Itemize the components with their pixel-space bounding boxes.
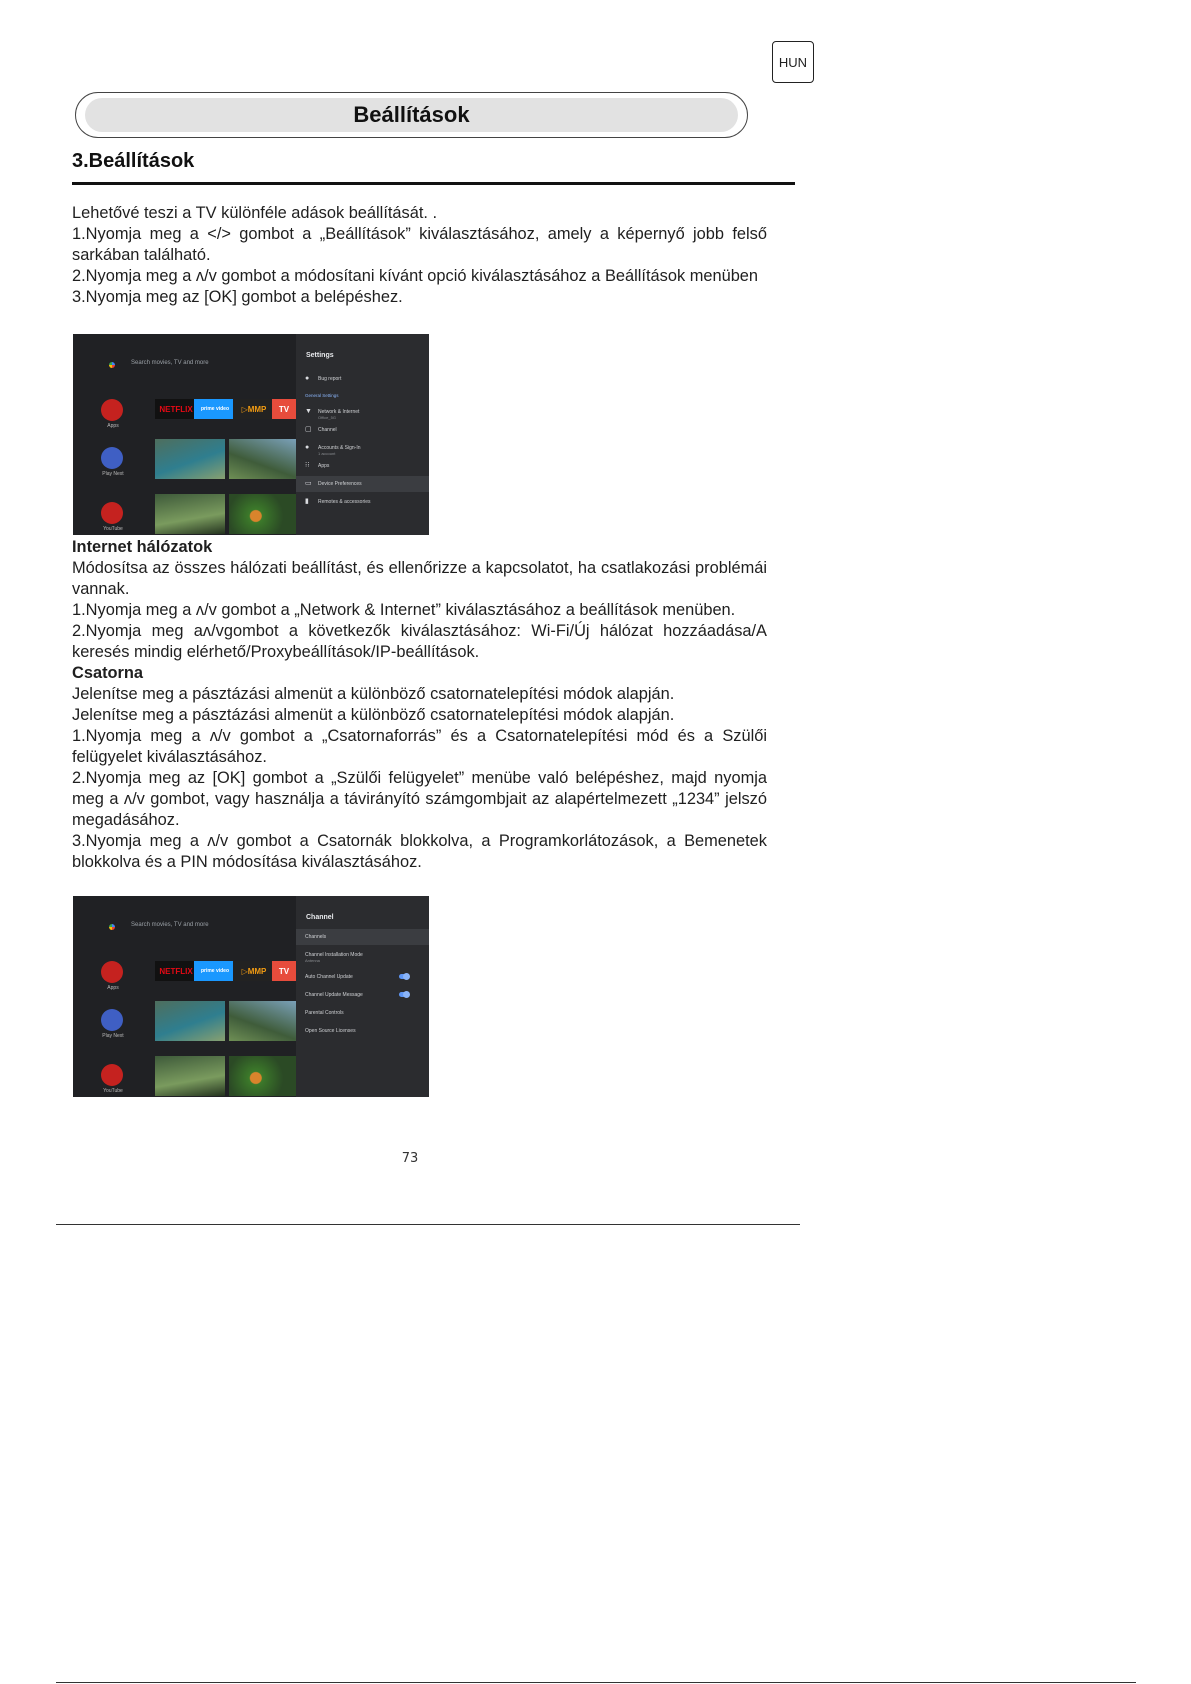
internet-paragraph: 1.Nyomja meg a ʌ/v gombot a „Network & Internet” kiválasztásához a beállítások menüben. xyxy=(72,601,736,619)
apps-label: Apps xyxy=(107,423,119,429)
internet-paragraph: Módosítsa az összes hálózati beállítást, és ellenőrizze a kapcsolatot, ha csatlakozási problémái vannak. xyxy=(72,559,767,598)
channel-item-label: Open Source Licenses xyxy=(305,1028,356,1034)
channel-paragraph: 2.Nyomja meg az [OK] gombot a „Szülői felügyelet” menübe való belépéshez, majd nyomja meg a ʌ/v gombot, vagy használja a távirányító számgombjait az alapértelmezett „1234” jelszó megadásához. xyxy=(72,769,767,829)
settings-item-label: Device Preferences xyxy=(318,481,362,487)
thumbnail-image xyxy=(229,439,296,479)
intro-line: 3.Nyomja meg az [OK] gombot a belépéshez. xyxy=(72,288,403,306)
intro-text xyxy=(72,203,767,308)
channel-item-auto-update[interactable] xyxy=(296,969,429,985)
channel-item-label: Auto Channel Update xyxy=(305,974,353,980)
channel-paragraph: 1.Nyomja meg a ʌ/v gombot a „Csatornaforrás” és a Csatornatelepítési mód és a Szülői felügyelet kiválasztásához. xyxy=(72,727,767,766)
channel-paragraph: Jelenítse meg a pásztázási almenüt a különböző csatornatelepítési módok alapján. xyxy=(72,685,675,703)
auto-update-toggle[interactable] xyxy=(399,974,409,979)
settings-item-remotes[interactable] xyxy=(296,494,429,510)
account-icon: ● xyxy=(305,444,310,451)
settings-item-sub: Office_5G xyxy=(318,415,336,420)
settings-category: General Settings xyxy=(305,393,339,398)
thumbnail-image xyxy=(155,439,225,479)
channel-item-label: Channel Installation Mode xyxy=(305,952,363,958)
thumbnail-image xyxy=(155,1001,225,1041)
channel-item-open-source[interactable] xyxy=(296,1023,429,1039)
settings-item-apps[interactable] xyxy=(296,458,429,474)
bottom-rule xyxy=(56,1682,1136,1683)
google-assistant-icon xyxy=(109,362,115,368)
settings-panel-title: Settings xyxy=(306,352,334,359)
tv-search-text: Search movies, TV and more xyxy=(131,360,209,366)
internet-paragraph: 2.Nyomja meg aʌ/vgombot a következők kiválasztásához: Wi-Fi/Új hálózat hozzáadása/A keresés mindig elérhető/Proxybeállítások/IP-beállítások. xyxy=(72,622,767,661)
channel-paragraph: Jelenítse meg a pásztázási almenüt a különböző csatornatelepítési módok alapján. xyxy=(72,706,675,724)
apps-icon xyxy=(101,961,123,983)
thumbnail-image xyxy=(229,494,296,534)
wifi-icon: ▼ xyxy=(305,408,312,415)
play-next-label: Play Next xyxy=(102,1033,124,1039)
update-message-toggle[interactable] xyxy=(399,992,409,997)
channel-item-parental-controls[interactable] xyxy=(296,1005,429,1021)
apps-grid-icon: ⁝⁝ xyxy=(305,462,310,469)
youtube-icon xyxy=(101,502,123,524)
thumbnail-image xyxy=(155,1056,225,1096)
tv-tile: TV xyxy=(272,399,296,419)
apps-label: Apps xyxy=(107,985,119,991)
settings-panel xyxy=(296,334,429,535)
channel-item-channels[interactable] xyxy=(296,929,429,945)
settings-item-label: Apps xyxy=(318,463,330,469)
settings-item-sub: 1 account xyxy=(318,451,336,456)
youtube-label: YouTube xyxy=(103,526,123,532)
play-next-icon xyxy=(101,1009,123,1031)
tv-search-text: Search movies, TV and more xyxy=(131,922,209,928)
channel-heading: Csatorna xyxy=(72,664,144,682)
channel-item-label: Channel Update Message xyxy=(305,992,363,998)
remote-icon: ▮ xyxy=(305,498,309,505)
youtube-label: YouTube xyxy=(103,1088,123,1094)
settings-item-channel[interactable] xyxy=(296,422,429,438)
channel-item-installation-mode[interactable] xyxy=(296,947,429,967)
channel-item-sub: Antenna xyxy=(305,958,320,963)
channel-panel xyxy=(296,896,429,1097)
tv-settings-screenshot xyxy=(73,334,429,535)
intro-line: 2.Nyomja meg a ʌ/v gombot a módosítani kívánt opció kiválasztásához a Beállítások menüben xyxy=(72,267,759,285)
google-assistant-icon xyxy=(109,924,115,930)
prime-video-tile: prime video xyxy=(194,961,236,981)
tv-channel-screenshot xyxy=(73,896,429,1097)
channel-panel-title: Channel xyxy=(306,914,334,921)
settings-item-network[interactable] xyxy=(296,404,429,420)
internet-heading: Internet hálózatok xyxy=(72,538,213,556)
footer-rule xyxy=(56,1224,800,1225)
internet-section xyxy=(72,537,767,873)
banner-title: Beállítások xyxy=(85,98,738,132)
tv-tile: TV xyxy=(272,961,296,981)
thumbnail-image xyxy=(229,1056,296,1096)
settings-item-bug-report[interactable] xyxy=(296,371,429,387)
settings-item-label: Channel xyxy=(318,427,337,433)
play-next-label: Play Next xyxy=(102,471,124,477)
settings-item-label: Network & Internet xyxy=(318,409,360,415)
intro-line: Lehetővé teszi a TV különféle adások beállítását. . xyxy=(72,204,438,222)
tv-icon: ▭ xyxy=(305,480,312,487)
heading-rule xyxy=(72,182,795,185)
channel-item-label: Parental Controls xyxy=(305,1010,344,1016)
channel-item-label: Channels xyxy=(305,934,327,940)
netflix-tile: NETFLIX xyxy=(155,961,197,981)
settings-item-label: Remotes & accessories xyxy=(318,499,371,505)
netflix-tile: NETFLIX xyxy=(155,399,197,419)
prime-video-tile: prime video xyxy=(194,399,236,419)
thumbnail-image xyxy=(155,494,225,534)
bug-icon: ● xyxy=(305,375,310,382)
section-heading: 3.Beállítások xyxy=(72,150,195,172)
mmp-tile: ▷MMP xyxy=(233,961,275,981)
settings-item-accounts[interactable] xyxy=(296,440,429,456)
thumbnail-image xyxy=(229,1001,296,1041)
mmp-tile: ▷MMP xyxy=(233,399,275,419)
channel-paragraph: 3.Nyomja meg a ʌ/v gombot a Csatornák blokkolva, a Programkorlátozások, a Bemenetek blokkolva és a PIN módosítása kiválasztásához. xyxy=(72,832,767,871)
play-next-icon xyxy=(101,447,123,469)
page-number: 73 xyxy=(401,1151,419,1166)
language-badge: HUN xyxy=(772,41,814,83)
channel-icon: ▢ xyxy=(305,426,312,433)
channel-item-update-message[interactable] xyxy=(296,987,429,1003)
settings-item-device-preferences[interactable] xyxy=(296,476,429,492)
apps-icon xyxy=(101,399,123,421)
settings-item-label: Bug report xyxy=(318,376,342,382)
intro-line: 1.Nyomja meg a </> gombot a „Beállítások” kiválasztásához, amely a képernyő jobb felső sarkában található. xyxy=(72,225,767,264)
settings-item-label: Accounts & Sign-In xyxy=(318,445,361,451)
youtube-icon xyxy=(101,1064,123,1086)
